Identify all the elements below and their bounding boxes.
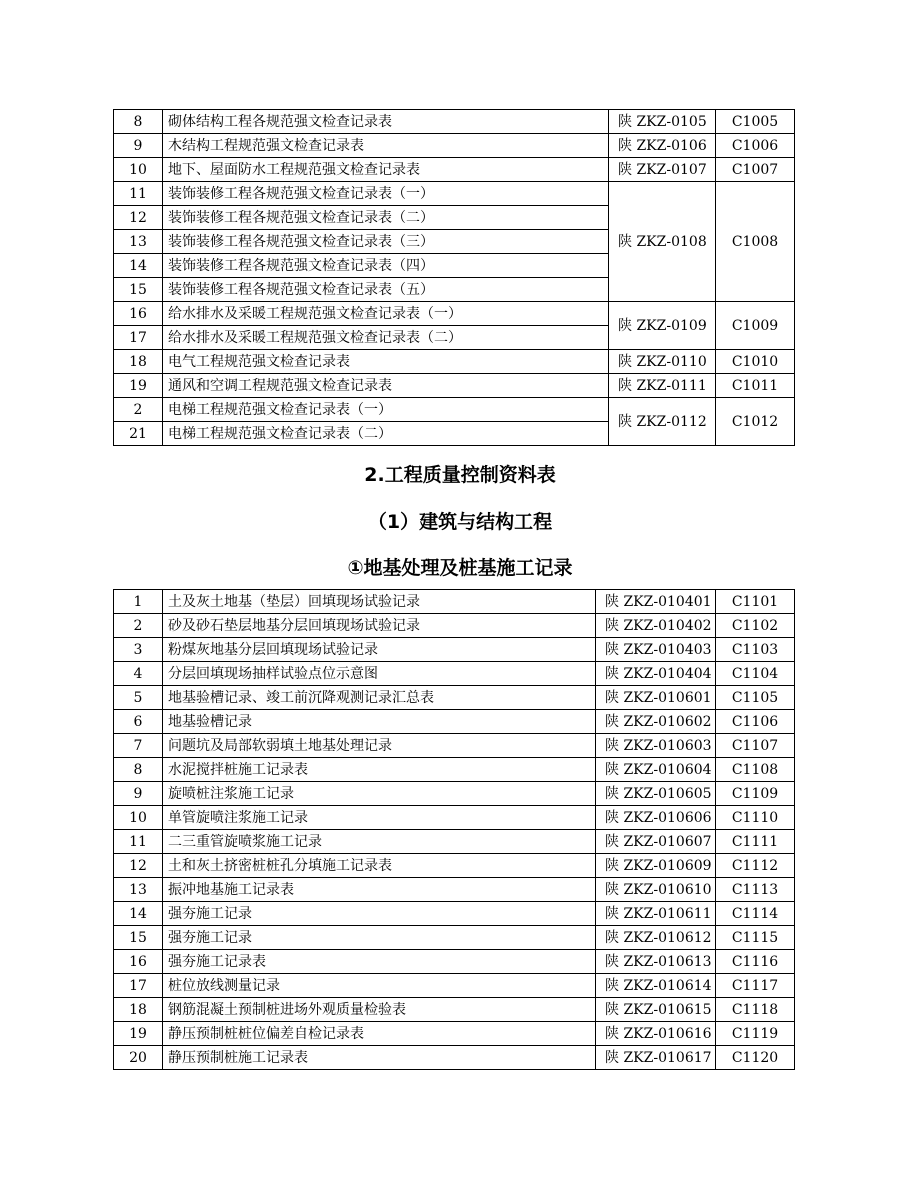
table-row — [114, 974, 795, 998]
catalog-id: C1008 — [716, 182, 795, 302]
form-code: 陕 ZKZ-010617 — [596, 1046, 716, 1070]
row-number: 21 — [114, 422, 163, 446]
record-name: 装饰装修工程各规范强文检查记录表（二） — [163, 206, 609, 230]
record-name: 地基验槽记录、竣工前沉降观测记录汇总表 — [163, 686, 596, 710]
table-row — [114, 398, 795, 422]
record-name: 振冲地基施工记录表 — [163, 878, 596, 902]
table-row — [114, 1046, 795, 1070]
table-row — [114, 854, 795, 878]
form-code: 陕 ZKZ-0105 — [609, 110, 716, 134]
record-name: 强夯施工记录表 — [163, 950, 596, 974]
catalog-id: C1110 — [716, 806, 795, 830]
record-name: 砂及砂石垫层地基分层回填现场试验记录 — [163, 614, 596, 638]
table-row — [114, 878, 795, 902]
record-name: 静压预制桩桩位偏差自检记录表 — [163, 1022, 596, 1046]
row-number: 6 — [114, 710, 163, 734]
catalog-id: C1109 — [716, 782, 795, 806]
catalog-id: C1012 — [716, 398, 795, 446]
row-number: 7 — [114, 734, 163, 758]
record-name: 砌体结构工程各规范强文检查记录表 — [163, 110, 609, 134]
catalog-id: C1120 — [716, 1046, 795, 1070]
row-number: 2 — [114, 614, 163, 638]
record-name: 水泥搅拌桩施工记录表 — [163, 758, 596, 782]
record-name: 粉煤灰地基分层回填现场试验记录 — [163, 638, 596, 662]
form-code: 陕 ZKZ-010403 — [596, 638, 716, 662]
form-code: 陕 ZKZ-010603 — [596, 734, 716, 758]
table-row — [114, 806, 795, 830]
row-number: 15 — [114, 278, 163, 302]
catalog-id: C1010 — [716, 350, 795, 374]
record-name: 单管旋喷注浆施工记录 — [163, 806, 596, 830]
catalog-id: C1115 — [716, 926, 795, 950]
catalog-id: C1112 — [716, 854, 795, 878]
form-code: 陕 ZKZ-010612 — [596, 926, 716, 950]
row-number: 14 — [114, 254, 163, 278]
row-number: 13 — [114, 230, 163, 254]
table-row — [114, 758, 795, 782]
catalog-id: C1009 — [716, 302, 795, 350]
record-name: 木结构工程规范强文检查记录表 — [163, 134, 609, 158]
record-name: 强夯施工记录 — [163, 926, 596, 950]
catalog-id: C1116 — [716, 950, 795, 974]
catalog-id: C1119 — [716, 1022, 795, 1046]
form-code: 陕 ZKZ-010610 — [596, 878, 716, 902]
subsubsection-heading: ①地基处理及桩基施工记录 — [347, 557, 573, 579]
catalog-id: C1006 — [716, 134, 795, 158]
row-number: 17 — [114, 974, 163, 998]
row-number: 11 — [114, 830, 163, 854]
form-code: 陕 ZKZ-010402 — [596, 614, 716, 638]
row-number: 1 — [114, 590, 163, 614]
form-code: 陕 ZKZ-010602 — [596, 710, 716, 734]
record-name: 强夯施工记录 — [163, 902, 596, 926]
row-number: 16 — [114, 950, 163, 974]
row-number: 18 — [114, 998, 163, 1022]
form-code: 陕 ZKZ-0111 — [609, 374, 716, 398]
table-row — [114, 638, 795, 662]
form-code: 陕 ZKZ-010605 — [596, 782, 716, 806]
form-code: 陕 ZKZ-0108 — [609, 182, 716, 302]
form-code: 陕 ZKZ-0106 — [609, 134, 716, 158]
record-name: 给水排水及采暖工程规范强文检查记录表（一） — [163, 302, 609, 326]
table-row — [114, 302, 795, 326]
record-name: 电气工程规范强文检查记录表 — [163, 350, 609, 374]
row-number: 17 — [114, 326, 163, 350]
table-row — [114, 1022, 795, 1046]
catalog-id: C1104 — [716, 662, 795, 686]
table-row — [114, 734, 795, 758]
record-name: 土及灰土地基（垫层）回填现场试验记录 — [163, 590, 596, 614]
row-number: 13 — [114, 878, 163, 902]
form-code: 陕 ZKZ-010613 — [596, 950, 716, 974]
form-code: 陕 ZKZ-0110 — [609, 350, 716, 374]
record-name: 装饰装修工程各规范强文检查记录表（五） — [163, 278, 609, 302]
row-number: 14 — [114, 902, 163, 926]
record-name: 装饰装修工程各规范强文检查记录表（三） — [163, 230, 609, 254]
form-code: 陕 ZKZ-010601 — [596, 686, 716, 710]
row-number: 19 — [114, 1022, 163, 1046]
catalog-id: C1107 — [716, 734, 795, 758]
section-heading: 2.工程质量控制资料表 — [364, 464, 556, 486]
catalog-id: C1103 — [716, 638, 795, 662]
table-row — [114, 182, 795, 206]
catalog-id: C1106 — [716, 710, 795, 734]
subsection-heading: （1）建筑与结构工程 — [367, 511, 553, 533]
record-name: 土和灰土挤密桩桩孔分填施工记录表 — [163, 854, 596, 878]
form-code: 陕 ZKZ-010615 — [596, 998, 716, 1022]
record-name: 桩位放线测量记录 — [163, 974, 596, 998]
table-row — [114, 926, 795, 950]
row-number: 8 — [114, 758, 163, 782]
row-number: 8 — [114, 110, 163, 134]
table-row — [114, 350, 795, 374]
table-row — [114, 374, 795, 398]
table-row — [114, 686, 795, 710]
form-code: 陕 ZKZ-0109 — [609, 302, 716, 350]
row-number: 18 — [114, 350, 163, 374]
row-number: 9 — [114, 134, 163, 158]
record-name: 分层回填现场抽样试验点位示意图 — [163, 662, 596, 686]
catalog-id: C1102 — [716, 614, 795, 638]
row-number: 20 — [114, 1046, 163, 1070]
catalog-id: C1111 — [716, 830, 795, 854]
catalog-id: C1105 — [716, 686, 795, 710]
record-name: 旋喷桩注浆施工记录 — [163, 782, 596, 806]
row-number: 9 — [114, 782, 163, 806]
catalog-id: C1005 — [716, 110, 795, 134]
row-number: 4 — [114, 662, 163, 686]
catalog-id: C1011 — [716, 374, 795, 398]
record-name: 给水排水及采暖工程规范强文检查记录表（二） — [163, 326, 609, 350]
catalog-id: C1117 — [716, 974, 795, 998]
row-number: 2 — [114, 398, 163, 422]
row-number: 15 — [114, 926, 163, 950]
table-row — [114, 134, 795, 158]
row-number: 11 — [114, 182, 163, 206]
table-row — [114, 830, 795, 854]
form-code: 陕 ZKZ-010609 — [596, 854, 716, 878]
form-code: 陕 ZKZ-010611 — [596, 902, 716, 926]
form-code: 陕 ZKZ-010616 — [596, 1022, 716, 1046]
record-name: 通风和空调工程规范强文检查记录表 — [163, 374, 609, 398]
catalog-id: C1101 — [716, 590, 795, 614]
table-row — [114, 590, 795, 614]
row-number: 12 — [114, 206, 163, 230]
form-code: 陕 ZKZ-010607 — [596, 830, 716, 854]
row-number: 10 — [114, 158, 163, 182]
record-name: 电梯工程规范强文检查记录表（二） — [163, 422, 609, 446]
row-number: 19 — [114, 374, 163, 398]
record-name: 电梯工程规范强文检查记录表（一） — [163, 398, 609, 422]
record-name: 地下、屋面防水工程规范强文检查记录表 — [163, 158, 609, 182]
row-number: 3 — [114, 638, 163, 662]
form-code: 陕 ZKZ-010604 — [596, 758, 716, 782]
record-name: 静压预制桩施工记录表 — [163, 1046, 596, 1070]
form-code: 陕 ZKZ-010401 — [596, 590, 716, 614]
table-row — [114, 950, 795, 974]
form-code: 陕 ZKZ-010606 — [596, 806, 716, 830]
row-number: 16 — [114, 302, 163, 326]
form-code: 陕 ZKZ-010614 — [596, 974, 716, 998]
record-name: 地基验槽记录 — [163, 710, 596, 734]
record-name: 二三重管旋喷浆施工记录 — [163, 830, 596, 854]
table-row — [114, 902, 795, 926]
table-row — [114, 158, 795, 182]
record-name: 问题坑及局部软弱填土地基处理记录 — [163, 734, 596, 758]
form-code: 陕 ZKZ-0107 — [609, 158, 716, 182]
record-name: 钢筋混凝土预制桩进场外观质量检验表 — [163, 998, 596, 1022]
form-code: 陕 ZKZ-010404 — [596, 662, 716, 686]
catalog-id: C1108 — [716, 758, 795, 782]
row-number: 10 — [114, 806, 163, 830]
row-number: 12 — [114, 854, 163, 878]
record-name: 装饰装修工程各规范强文检查记录表（四） — [163, 254, 609, 278]
table-row — [114, 662, 795, 686]
standards-check-table — [113, 109, 795, 446]
table-row — [114, 782, 795, 806]
table-row — [114, 998, 795, 1022]
catalog-id: C1114 — [716, 902, 795, 926]
table-row — [114, 710, 795, 734]
row-number: 5 — [114, 686, 163, 710]
catalog-id: C1007 — [716, 158, 795, 182]
catalog-id: C1113 — [716, 878, 795, 902]
foundation-records-table — [113, 589, 795, 1070]
table-row — [114, 614, 795, 638]
record-name: 装饰装修工程各规范强文检查记录表（一） — [163, 182, 609, 206]
catalog-id: C1118 — [716, 998, 795, 1022]
form-code: 陕 ZKZ-0112 — [609, 398, 716, 446]
table-row — [114, 110, 795, 134]
